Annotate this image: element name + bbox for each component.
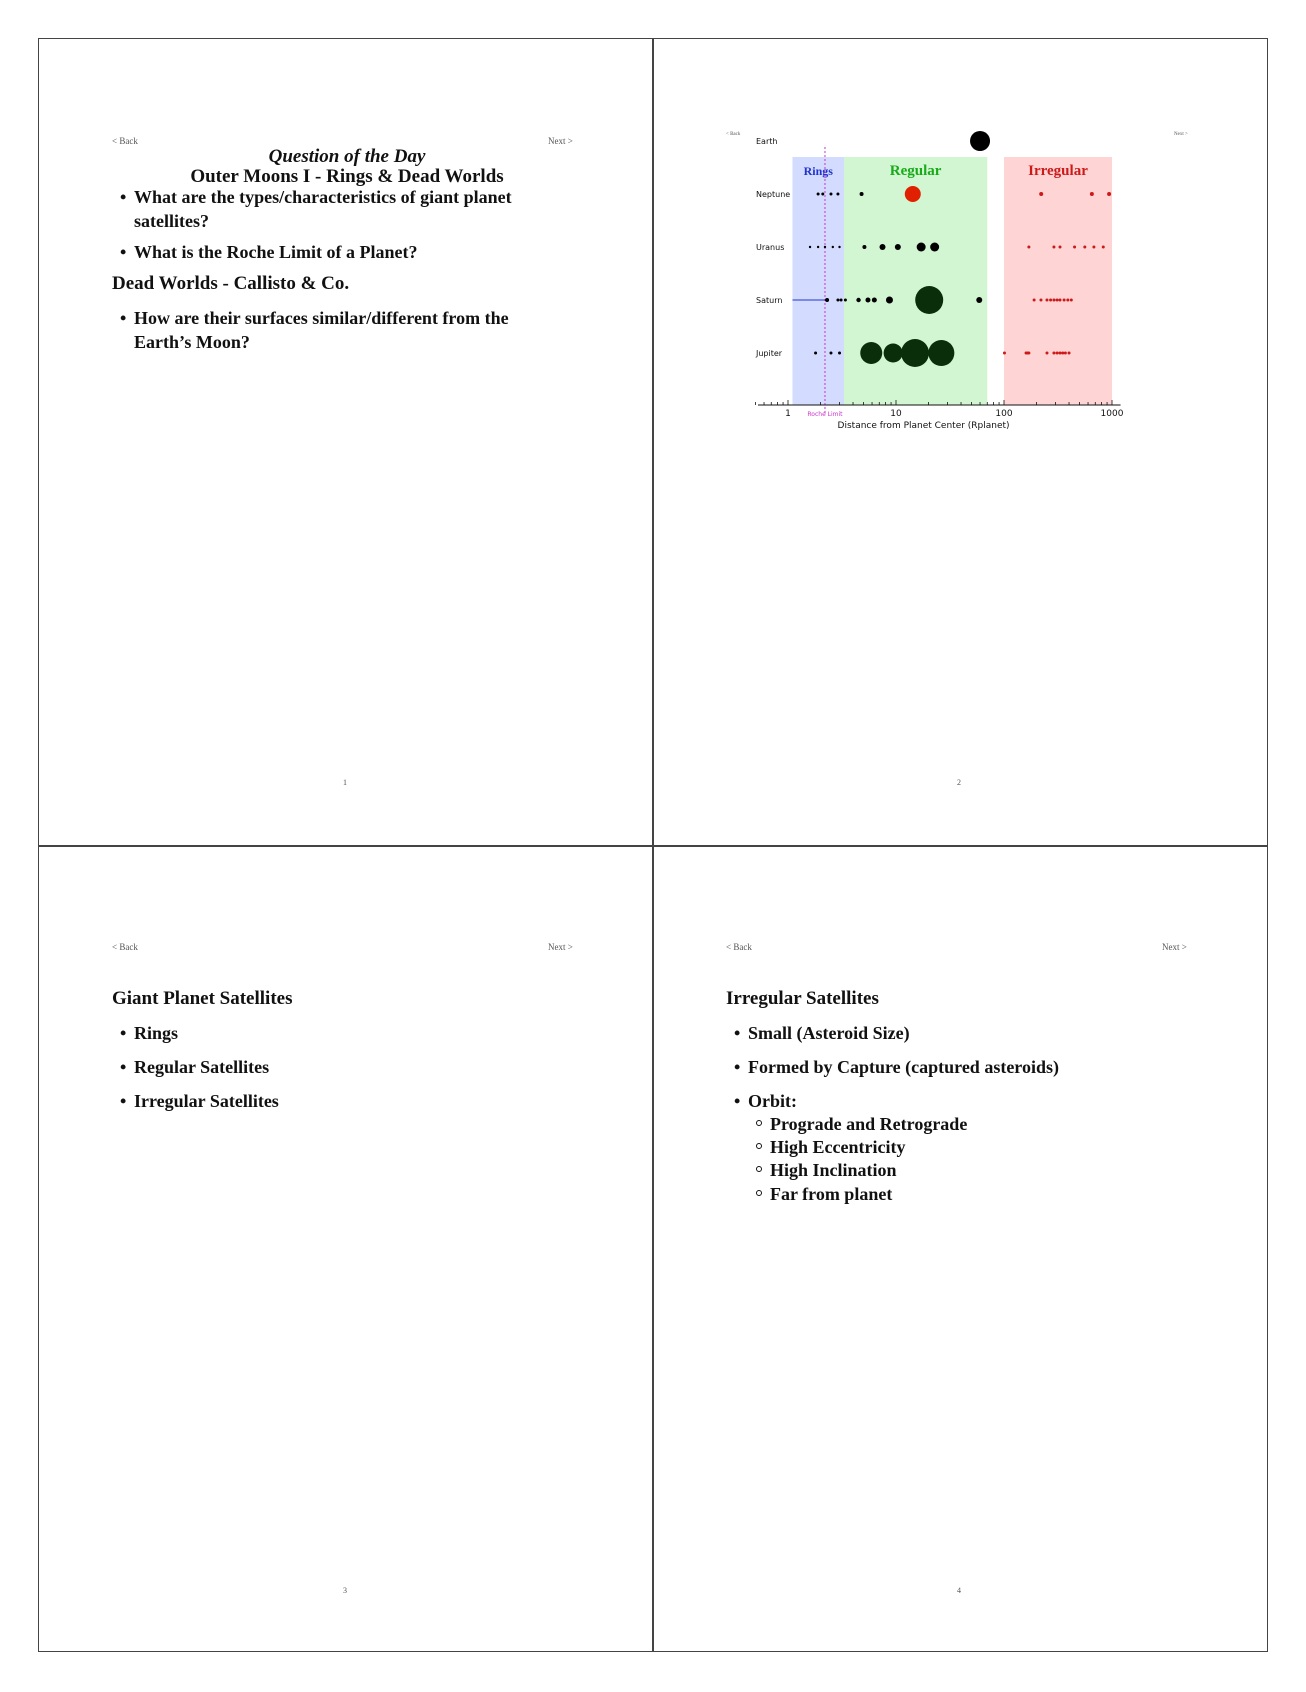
moon-point bbox=[886, 297, 893, 304]
bullet-item bbox=[734, 1055, 1059, 1079]
moon-point bbox=[901, 339, 929, 367]
bullet-item bbox=[120, 1055, 270, 1079]
back-link[interactable]: < Back bbox=[726, 942, 752, 952]
back-link[interactable]: < Back bbox=[726, 132, 741, 137]
moon-point bbox=[836, 193, 839, 196]
bullet-text: Rings bbox=[134, 1023, 179, 1043]
moon-point bbox=[1027, 352, 1030, 355]
moon-point bbox=[1070, 299, 1073, 302]
slide-heading: Irregular Satellites bbox=[726, 988, 879, 1009]
moon-point bbox=[860, 342, 882, 364]
row-label-uranus: Uranus bbox=[756, 243, 785, 252]
row-label-jupiter: Jupiter bbox=[756, 349, 783, 358]
bullet-text: Formed by Capture (captured asteroids) bbox=[748, 1057, 1059, 1077]
moon-point bbox=[1090, 192, 1094, 196]
moon-distance-chart bbox=[654, 40, 1268, 460]
x-tick-label: 100 bbox=[995, 409, 1013, 419]
moon-point bbox=[930, 243, 939, 252]
moon-point bbox=[821, 193, 824, 196]
region-irregular bbox=[1004, 157, 1112, 405]
moon-point bbox=[824, 246, 826, 248]
row-label-saturn: Saturn bbox=[756, 296, 783, 305]
sub-bullet-text: Prograde and Retrograde bbox=[770, 1114, 968, 1134]
moon-point bbox=[1058, 299, 1061, 302]
bullet-item bbox=[120, 306, 554, 354]
next-link[interactable]: Next > bbox=[1174, 132, 1188, 137]
moon-point bbox=[1092, 246, 1095, 249]
moon-point bbox=[844, 299, 847, 302]
bullet-dot: • bbox=[120, 187, 127, 207]
x-tick-label: 10 bbox=[890, 409, 902, 419]
moon-point bbox=[1027, 246, 1030, 249]
moon-point bbox=[1045, 299, 1048, 302]
moon-point bbox=[829, 193, 832, 196]
back-link[interactable]: < Back bbox=[112, 136, 138, 146]
page-number: 4 bbox=[957, 1586, 961, 1595]
moon-point bbox=[809, 246, 811, 248]
moon-point bbox=[915, 286, 943, 314]
sub-bullet-item bbox=[770, 1135, 905, 1159]
sub-bullet-circle bbox=[756, 1166, 762, 1172]
page-number: 1 bbox=[343, 778, 347, 787]
moon-point bbox=[905, 186, 921, 202]
slide-title: Question of the Day bbox=[268, 146, 426, 167]
bullet-text: What is the Roche Limit of a Planet? bbox=[134, 242, 418, 262]
moon-point bbox=[928, 340, 954, 366]
moon-point bbox=[1102, 246, 1105, 249]
bullet-item bbox=[734, 1089, 797, 1113]
moon-point bbox=[1073, 246, 1076, 249]
moon-point bbox=[860, 192, 864, 196]
bullet-text: Small (Asteroid Size) bbox=[748, 1023, 910, 1043]
moon-point bbox=[1052, 352, 1055, 355]
moon-point bbox=[1033, 299, 1036, 302]
moon-point bbox=[895, 244, 901, 250]
sub-bullet-circle bbox=[756, 1120, 762, 1126]
back-link[interactable]: < Back bbox=[112, 942, 138, 952]
moon-point bbox=[917, 243, 926, 252]
x-axis-label: Distance from Planet Center (Rplanet) bbox=[837, 421, 1010, 431]
moon-point bbox=[970, 131, 990, 151]
moon-point bbox=[872, 298, 877, 303]
page-number: 3 bbox=[343, 1586, 347, 1595]
bullet-dot: • bbox=[734, 1023, 741, 1043]
page-number: 2 bbox=[957, 778, 961, 787]
moon-point bbox=[1066, 299, 1069, 302]
bullet-dot: • bbox=[120, 1023, 127, 1043]
slide-4 bbox=[654, 848, 1268, 1654]
row-label-neptune: Neptune bbox=[756, 190, 791, 199]
moon-point bbox=[1068, 352, 1071, 355]
next-link[interactable]: Next > bbox=[1162, 942, 1187, 952]
bullet-text: Orbit: bbox=[748, 1091, 797, 1111]
moon-point bbox=[1049, 299, 1052, 302]
region-label-rings: Rings bbox=[803, 164, 833, 178]
bullet-dot: • bbox=[120, 308, 127, 328]
moon-point bbox=[1045, 352, 1048, 355]
moon-point bbox=[976, 297, 982, 303]
bullet-dot: • bbox=[734, 1057, 741, 1077]
slide-subtitle: Outer Moons I - Rings & Dead Worlds bbox=[190, 166, 504, 187]
sub-bullet-item bbox=[770, 1158, 897, 1182]
moon-point bbox=[825, 298, 829, 302]
x-tick-label: 1 bbox=[785, 409, 791, 419]
bullet-text: Regular Satellites bbox=[134, 1057, 270, 1077]
moon-point bbox=[865, 298, 870, 303]
moon-point bbox=[817, 246, 819, 248]
moon-point bbox=[1056, 299, 1059, 302]
slide-2 bbox=[654, 40, 1268, 846]
bullet-item bbox=[120, 1089, 279, 1113]
bullet-text: What are the types/characteristics of giant planet satellites? bbox=[134, 187, 512, 231]
section-heading: Dead Worlds - Callisto & Co. bbox=[112, 273, 350, 294]
moon-point bbox=[840, 299, 843, 302]
moon-point bbox=[1039, 299, 1042, 302]
moon-point bbox=[1083, 246, 1086, 249]
moon-point bbox=[838, 246, 840, 248]
moon-point bbox=[1039, 192, 1043, 196]
row-label-earth: Earth bbox=[756, 137, 778, 146]
x-tick-label: 1000 bbox=[1100, 409, 1124, 419]
bullet-item bbox=[120, 185, 554, 233]
slide-heading: Giant Planet Satellites bbox=[112, 988, 293, 1009]
bullet-item bbox=[734, 1021, 910, 1045]
moon-point bbox=[838, 352, 841, 355]
moon-point bbox=[862, 245, 866, 249]
moon-point bbox=[1003, 352, 1006, 355]
sub-bullet-item bbox=[770, 1182, 892, 1206]
sub-bullet-item bbox=[770, 1112, 967, 1136]
bullet-dot: • bbox=[120, 1091, 127, 1111]
moon-point bbox=[1052, 299, 1055, 302]
sub-bullet-text: Far from planet bbox=[770, 1184, 893, 1204]
bullet-dot: • bbox=[120, 1057, 127, 1077]
bullet-dot: • bbox=[120, 242, 127, 262]
moon-point bbox=[1058, 352, 1061, 355]
sub-bullet-circle bbox=[756, 1143, 762, 1149]
moon-point bbox=[1061, 352, 1064, 355]
sub-bullet-text: High Inclination bbox=[770, 1160, 897, 1180]
moon-point bbox=[884, 344, 903, 363]
slide-1 bbox=[40, 40, 654, 846]
moon-point bbox=[814, 352, 817, 355]
sub-bullet-text: High Eccentricity bbox=[770, 1137, 906, 1157]
moon-point bbox=[880, 244, 886, 250]
moon-point bbox=[1063, 299, 1066, 302]
slide-3 bbox=[40, 848, 654, 1654]
moon-point bbox=[832, 246, 834, 248]
region-label-regular: Regular bbox=[889, 163, 942, 179]
moon-point bbox=[829, 352, 832, 355]
bullet-item bbox=[120, 1021, 179, 1045]
next-link[interactable]: Next > bbox=[548, 942, 573, 952]
region-label-irregular: Irregular bbox=[1028, 163, 1088, 179]
moon-point bbox=[1064, 352, 1067, 355]
moon-point bbox=[856, 298, 860, 302]
next-link[interactable]: Next > bbox=[548, 136, 573, 146]
bullet-text: How are their surfaces similar/different from the Earth’s Moon? bbox=[134, 308, 509, 352]
moon-point bbox=[1058, 246, 1061, 249]
sub-bullet-circle bbox=[756, 1190, 762, 1196]
bullet-item bbox=[120, 240, 554, 264]
bullet-text: Irregular Satellites bbox=[134, 1091, 279, 1111]
moon-point bbox=[1056, 352, 1059, 355]
roche-limit-label: Roche Limit bbox=[807, 411, 843, 418]
moon-point bbox=[836, 299, 839, 302]
bullet-dot: • bbox=[734, 1091, 741, 1111]
moon-point bbox=[1052, 246, 1055, 249]
moon-point bbox=[1107, 192, 1111, 196]
moon-point bbox=[817, 193, 820, 196]
